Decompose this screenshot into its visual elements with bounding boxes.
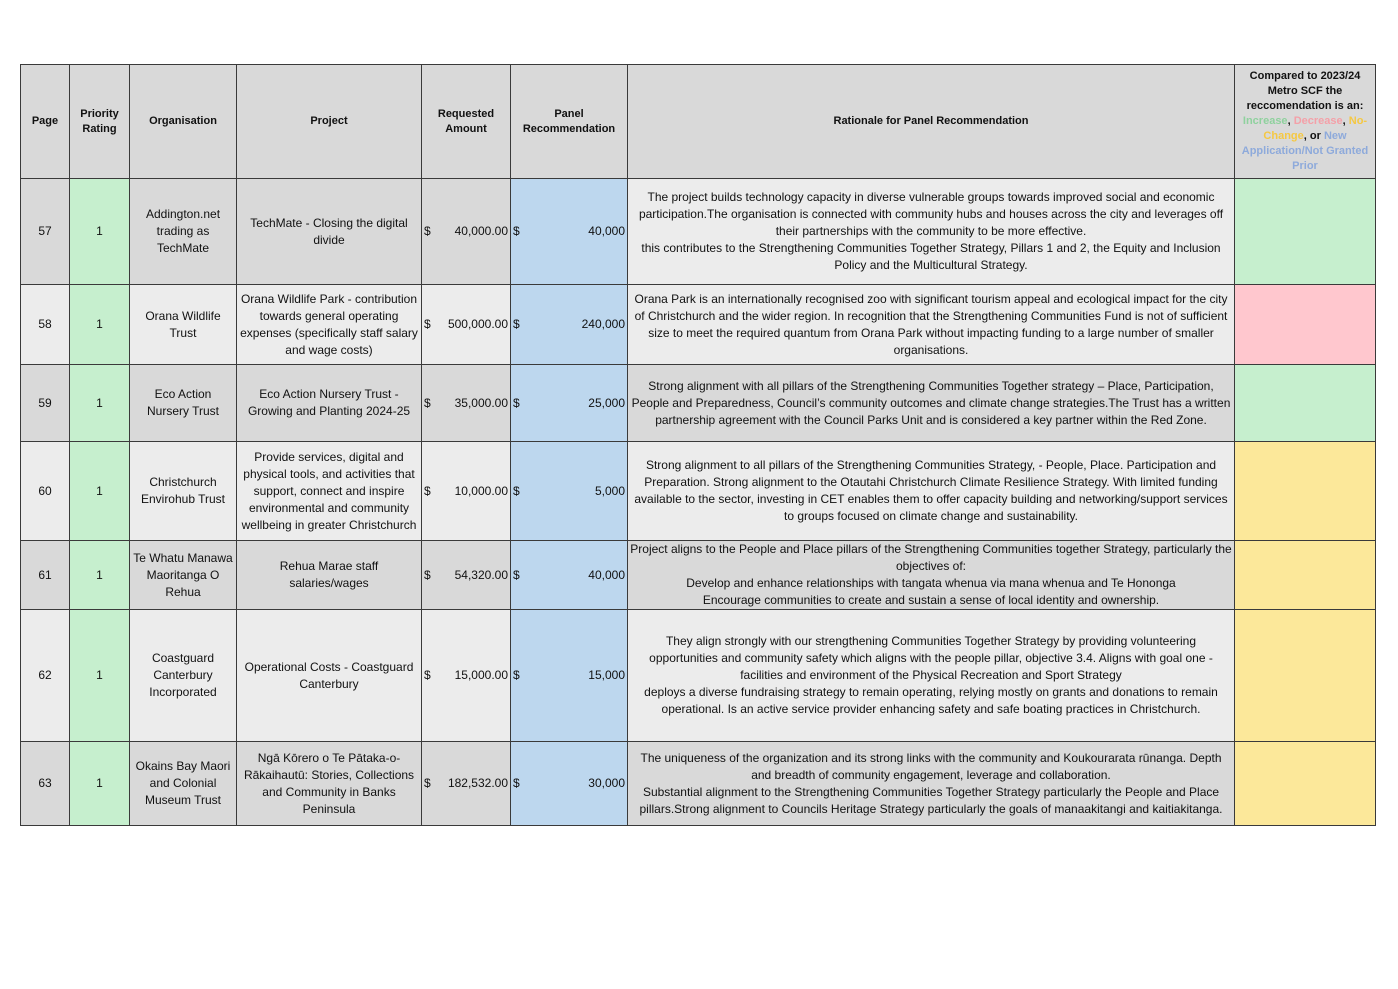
rationale-cell: The project builds technology capacity in diverse vulnerable groups towards improved social and economic participation.The organisation is connected with community hubs and houses across the city and leverages off their partnerships with the community to be more effective. this contributes to the Strengthening Communities Together Strategy, Pillars 1 and 2, the Equity and Inclusion Policy and the Multicultural Strategy. <box>628 179 1235 285</box>
requested-cell <box>422 610 511 742</box>
priority-cell: 1 <box>70 365 130 442</box>
rationale-cell: Orana Park is an internationally recognised zoo with significant tourism appeal and ecological impact for the city of Christchurch and the wider region. In recognition that the Strengthening Communities Fund is not of sufficient size to meet the required quantum from Orana Park without impacting funding to a large number of smaller organisations. <box>628 285 1235 365</box>
page-cell: 59 <box>21 365 70 442</box>
priority-cell: 1 <box>70 541 130 610</box>
rationale-cell: Project aligns to the People and Place pillars of the Strengthening Communities together Strategy, particularly the objectives of: Develop and enhance relationships with tangata whenua via mana whenua and Te Hononga Encourage communities to create and sustain a sense of local identity and ownership. <box>628 541 1235 610</box>
organisation-cell: Addington.net trading as TechMate <box>130 179 237 285</box>
project-cell: Provide services, digital and physical tools, and activities that support, connect and inspire environmental and community wellbeing in greater Christchurch <box>237 442 422 541</box>
rationale-cell: They align strongly with our strengthening Communities Together Strategy by providing volunteering opportunities and community safety which aligns with the people pillar, objective 3.4. Aligns with goal one - facilities and environment of the Physical Recreation and Sport Strategy deploys a diverse fundraising strategy to remain operating, relying mostly on grants and donations to remain operational. Is an active service provider enhancing safety and safe boating practices in Christchurch. <box>628 610 1235 742</box>
comparison-cell-increase <box>1235 365 1376 442</box>
panel-cell <box>511 285 628 365</box>
requested-amount: 10,000.00 <box>454 483 508 498</box>
table-row <box>21 179 1376 285</box>
requested-amount: 54,320.00 <box>454 567 508 582</box>
requested-cell <box>422 365 511 442</box>
page-cell: 61 <box>21 541 70 610</box>
legend-no-change: No-Change <box>1263 115 1368 142</box>
legend-decrease: Decrease <box>1293 115 1343 127</box>
currency-symbol: $ <box>513 317 520 331</box>
project-cell: Eco Action Nursery Trust - Growing and Planting 2024-25 <box>237 365 422 442</box>
comparison-cell-no-change <box>1235 442 1376 541</box>
panel-amount: 240,000 <box>581 317 625 331</box>
panel-cell <box>511 179 628 285</box>
priority-cell: 1 <box>70 442 130 541</box>
currency-symbol: $ <box>424 776 431 790</box>
page-cell: 62 <box>21 610 70 742</box>
currency-symbol: $ <box>513 395 520 410</box>
organisation-cell: Okains Bay Maori and Colonial Museum Trust <box>130 742 237 826</box>
page-cell: 58 <box>21 285 70 365</box>
header-panel: Panel Recommendation <box>511 65 628 179</box>
requested-amount: 35,000.00 <box>454 395 508 410</box>
priority-cell: 1 <box>70 285 130 365</box>
requested-cell <box>422 742 511 826</box>
project-cell: Ngā Kōrero o Te Pātaka-o-Rākaihautū: Stories, Collections and Community in Banks Peninsula <box>237 742 422 826</box>
project-cell: TechMate - Closing the digital divide <box>237 179 422 285</box>
currency-symbol: $ <box>424 317 431 331</box>
header-organisation: Organisation <box>130 65 237 179</box>
page-cell: 60 <box>21 442 70 541</box>
rationale-cell: Strong alignment to all pillars of the Strengthening Communities Strategy, - People, Place. Participation and Preparation. Strong alignment to the Otautahi Christchurch Climate Resilience Strategy. With limited funding available to the sector, investing in CET enables them to offer capacity building and networking/support services to groups focused on climate change and sustainability. <box>628 442 1235 541</box>
requested-amount: 182,532.00 <box>447 776 508 790</box>
panel-amount: 5,000 <box>594 483 625 498</box>
requested-cell <box>422 285 511 365</box>
currency-symbol: $ <box>424 567 431 582</box>
panel-amount: 15,000 <box>588 668 625 682</box>
header-rationale: Rationale for Panel Recommendation <box>628 65 1235 179</box>
table-row <box>21 742 1376 826</box>
comparison-prefix: Compared to 2023/24 Metro SCF the reccomendation is an: <box>1246 70 1364 112</box>
comparison-cell-no-change <box>1235 742 1376 826</box>
project-cell: Operational Costs - Coastguard Canterbury <box>237 610 422 742</box>
organisation-cell: Christchurch Envirohub Trust <box>130 442 237 541</box>
header-project: Project <box>237 65 422 179</box>
comparison-cell-no-change <box>1235 610 1376 742</box>
legend-increase: Increase <box>1242 115 1288 127</box>
organisation-cell: Eco Action Nursery Trust <box>130 365 237 442</box>
table-row <box>21 541 1376 610</box>
legend-or: or <box>1309 130 1321 142</box>
rationale-cell: The uniqueness of the organization and its strong links with the community and Koukourarata rūnanga. Depth and breadth of community engagement, leverage and collaboration. Substantial alignment to the Strengthening Communities Together Strategy particularly the People and Place pillars.Strong alignment to Councils Heritage Strategy particularly the goals of manaakitangi and kaitiakitanga. <box>628 742 1235 826</box>
priority-cell: 1 <box>70 742 130 826</box>
currency-symbol: $ <box>424 224 431 238</box>
currency-symbol: $ <box>513 483 520 498</box>
requested-cell <box>422 541 511 610</box>
requested-amount: 500,000.00 <box>447 317 508 331</box>
panel-cell <box>511 541 628 610</box>
priority-cell: 1 <box>70 179 130 285</box>
organisation-cell: Orana Wildlife Trust <box>130 285 237 365</box>
header-comparison: Compared to 2023/24 Metro SCF the reccomendation is an: Increase, Decrease, No-Change, or New Application/Not Granted Prior <box>1235 65 1376 179</box>
header-priority: Priority Rating <box>70 65 130 179</box>
header-requested: Requested Amount <box>422 65 511 179</box>
funding-recommendations-table <box>20 64 1376 826</box>
table-row <box>21 365 1376 442</box>
legend-new-application: New Application/Not Granted Prior <box>1241 130 1369 172</box>
comparison-cell-increase <box>1235 179 1376 285</box>
rationale-cell: Strong alignment with all pillars of the Strengthening Communities Together strategy – Place, Participation, People and Preparedness, Council’s community outcomes and climate change strategies.The Trust has a written partnership agreement with the Council Parks Unit and is considered a key partner within the Red Zone. <box>628 365 1235 442</box>
panel-amount: 30,000 <box>588 776 625 790</box>
comparison-cell-no-change <box>1235 541 1376 610</box>
panel-cell <box>511 610 628 742</box>
currency-symbol: $ <box>424 483 431 498</box>
requested-cell <box>422 442 511 541</box>
requested-cell <box>422 179 511 285</box>
requested-amount: 40,000.00 <box>454 224 508 238</box>
panel-cell <box>511 365 628 442</box>
table-row <box>21 442 1376 541</box>
header-page: Page <box>21 65 70 179</box>
currency-symbol: $ <box>513 224 520 238</box>
table-row <box>21 285 1376 365</box>
organisation-cell: Coastguard Canterbury Incorporated <box>130 610 237 742</box>
priority-cell: 1 <box>70 610 130 742</box>
project-cell: Orana Wildlife Park - contribution towards general operating expenses (specifically staff salary and wage costs) <box>237 285 422 365</box>
panel-cell <box>511 742 628 826</box>
currency-symbol: $ <box>513 776 520 790</box>
requested-amount: 15,000.00 <box>454 668 508 682</box>
page-cell: 57 <box>21 179 70 285</box>
page-cell: 63 <box>21 742 70 826</box>
currency-symbol: $ <box>513 567 520 582</box>
comparison-cell-decrease <box>1235 285 1376 365</box>
panel-cell <box>511 442 628 541</box>
currency-symbol: $ <box>513 668 520 682</box>
panel-amount: 25,000 <box>588 395 625 410</box>
panel-amount: 40,000 <box>588 567 625 582</box>
currency-symbol: $ <box>424 668 431 682</box>
table-row <box>21 610 1376 742</box>
panel-amount: 40,000 <box>588 224 625 238</box>
header-row <box>21 65 1376 179</box>
organisation-cell: Te Whatu Manawa Maoritanga O Rehua <box>130 541 237 610</box>
project-cell: Rehua Marae staff salaries/wages <box>237 541 422 610</box>
currency-symbol: $ <box>424 395 431 410</box>
